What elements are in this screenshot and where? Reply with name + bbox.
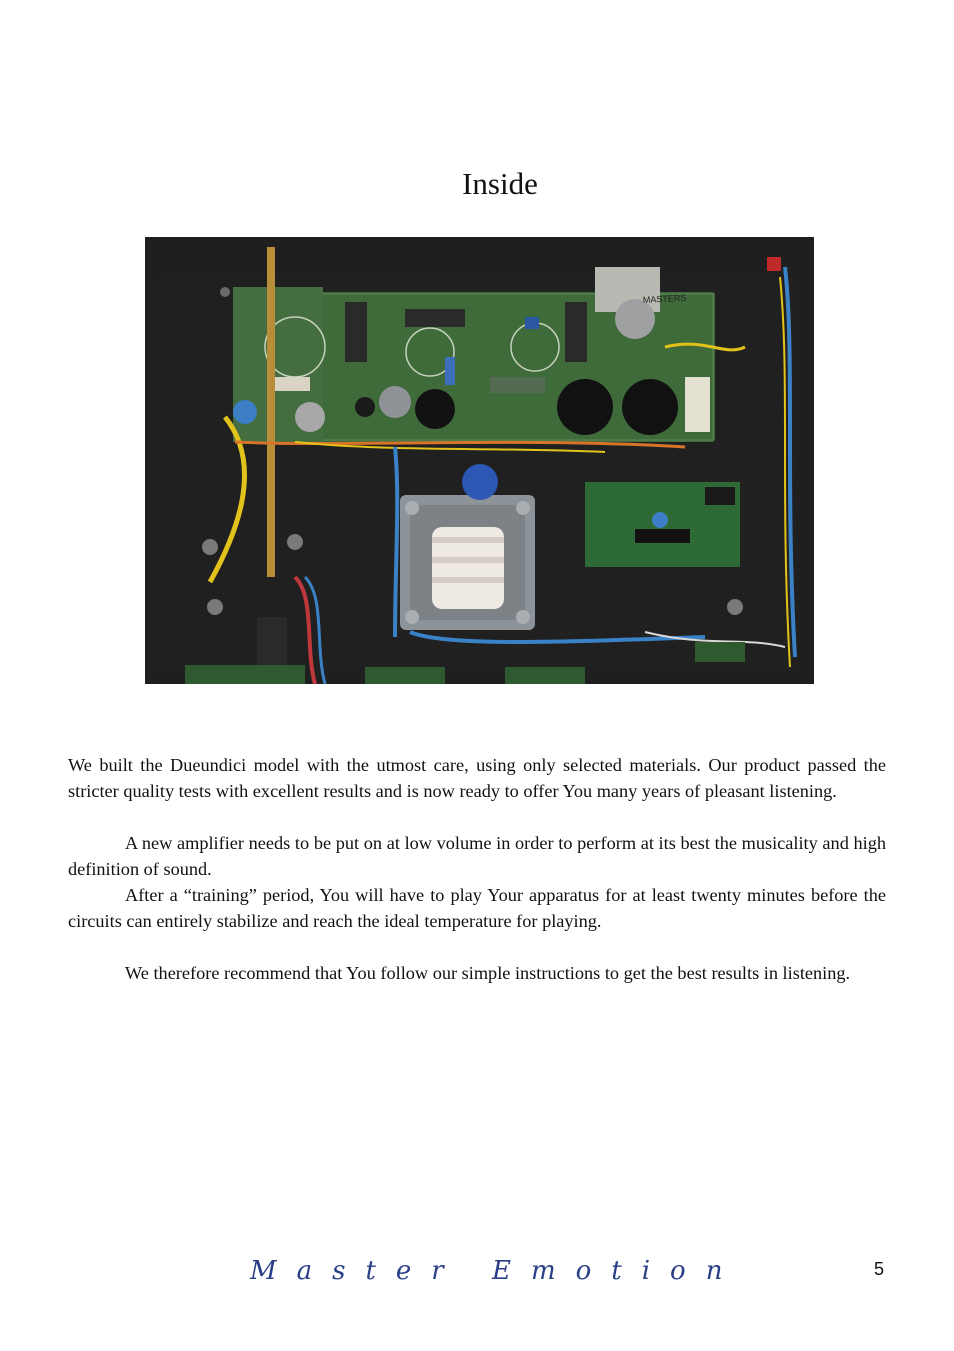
paragraph-volume: A new amplifier needs to be put on at low volume in order to perform at its best the musicality and high definition of sound.: [68, 833, 886, 879]
paragraph-recommendation: We therefore recommend that You follow our simple instructions to get the best results in listening.: [125, 963, 851, 983]
page-title: Inside: [462, 166, 538, 201]
body-text: [68, 752, 886, 986]
volume-shaft: [267, 247, 275, 577]
amplifier-interior-photo: [145, 237, 814, 684]
paragraph-intro: We built the Dueundici model with the utmost care, using only selected materials. Our product passed the stricter quality tests with excellent results and is now ready to offer You many years of pleasant listening.: [68, 755, 886, 801]
footer-brand: Master Emotion: [250, 1256, 743, 1286]
board-brand-label: MASTERS: [642, 292, 687, 305]
capacitor-large-1: [557, 379, 613, 435]
paragraph-warmup: After a “training” period, You will have to play Your apparatus for at least twenty minutes before the circuits can entirely stabilize and reach the ideal temperature for playing.: [68, 885, 886, 931]
capacitor-large-2: [622, 379, 678, 435]
page-number: 5: [874, 1259, 885, 1279]
